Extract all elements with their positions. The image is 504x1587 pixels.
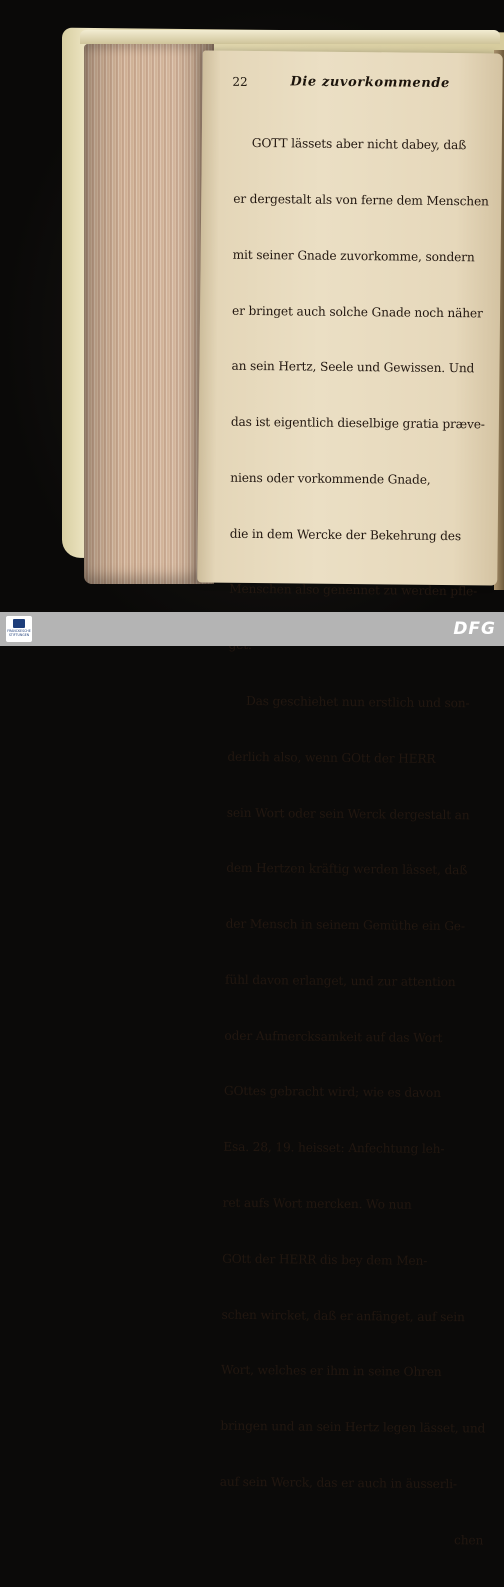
text-line: das ist eigentlich dieselbige gratia præve-: [230, 414, 485, 432]
page-header: [232, 74, 495, 92]
foundation-logo-text: FRANCKESCHE STIFTUNGEN: [7, 629, 31, 637]
catchword: chen: [453, 1532, 484, 1548]
text-line: die in dem Wercke der Bekehrung des: [229, 526, 462, 543]
text-line: dem Hertzen kräftig werden lässet, daß: [226, 861, 468, 878]
text-line: der Mensch in seinem Gemüthe ein Ge-: [225, 916, 465, 934]
text-line: GOTT lässets aber nicht dabey, daß: [251, 136, 467, 153]
text-line: Menschen also genennet zu werden pfle-: [229, 582, 478, 599]
text-line: er dergestalt als von ferne dem Menschen: [233, 191, 489, 209]
text-line: niens oder vorkommende Gnade,: [230, 470, 431, 487]
page-number: 22: [232, 74, 248, 89]
text-line: auf sein Werck, das er auch in äusserli-: [219, 1474, 457, 1492]
running-head: Die zuvorkommende: [290, 74, 450, 92]
text-line: derlich also, wenn GOtt der HERR: [227, 749, 436, 766]
text-line: schen wircket, daß er anfänget, auf sein: [221, 1307, 465, 1324]
body-text: [219, 97, 499, 1587]
text-line: er bringet auch solche Gnade noch näher: [232, 303, 483, 320]
text-line: oder Aufmercksamkeit auf das Wort: [224, 1028, 443, 1045]
foundation-emblem-icon: [13, 619, 25, 628]
book-cover-top-edge: [80, 30, 500, 44]
text-line: an sein Hertz, Seele und Gewissen. Und: [231, 359, 475, 376]
page-block-shading: [84, 44, 214, 584]
text-line: Esa. 28, 19. heisset: Anfechtung leh-: [223, 1139, 445, 1157]
dfg-logo[interactable]: DFG: [453, 619, 496, 639]
francke-foundation-logo[interactable]: [6, 616, 32, 642]
text-line: mit seiner Gnade zuvorkomme, sondern: [232, 247, 475, 265]
text-line: ret aufs Wort mercken. Wo nun: [222, 1195, 412, 1212]
text-line: Das geschiehet nun erstlich und son-: [245, 693, 470, 711]
text-line: fühl davon erlanget, und zur attention: [224, 972, 456, 990]
text-line: Wort, welches er ihm in seine Ohren: [220, 1363, 442, 1380]
text-line: sein Wort oder sein Werck dergestalt an: [226, 805, 470, 822]
viewer-footer: [0, 612, 504, 646]
text-line: GOttes gebracht wird; wie es davon: [223, 1084, 441, 1101]
text-line: bringen und an sein Hertz legen lässet, und: [220, 1418, 486, 1436]
text-line: GOtt der HERR dis bey dem Men-: [222, 1251, 428, 1268]
